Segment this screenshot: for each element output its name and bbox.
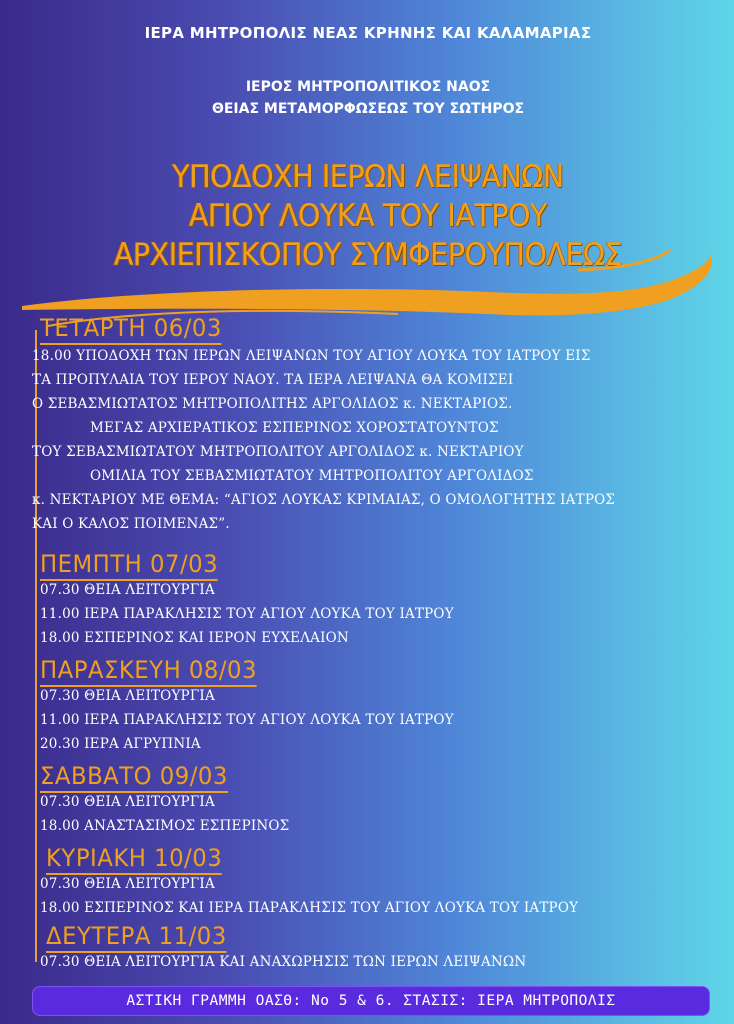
schedule-line: 11.00 ΙΕΡΑ ΠΑΡΑΚΛΗΣΙΣ ΤΟΥ ΑΓΙΟΥ ΛΟΥΚΑ ΤΟΥ ΙΑΤΡΟΥ bbox=[40, 606, 454, 622]
day-heading-wednesday: ΤΕΤΑΡΤΗ 06/03 bbox=[40, 314, 222, 345]
day-heading-thursday: ΠΕΜΠΤΗ 07/03 bbox=[40, 550, 218, 581]
schedule-line: 07.30 ΘΕΙΑ ΛΕΙΤΟΥΡΓΙΑ bbox=[40, 582, 215, 598]
day-lines-monday bbox=[18, 950, 526, 974]
day-lines-thursday bbox=[18, 578, 454, 650]
day-lines-sunday bbox=[18, 872, 578, 920]
schedule-line: 18.00 ΑΝΑΣΤΑΣΙΜΟΣ ΕΣΠΕΡΙΝΟΣ bbox=[40, 818, 290, 834]
schedule-line: 11.00 ΙΕΡΑ ΠΑΡΑΚΛΗΣΙΣ ΤΟΥ ΑΓΙΟΥ ΛΟΥΚΑ ΤΟΥ ΙΑΤΡΟΥ bbox=[40, 712, 454, 728]
church-title bbox=[18, 76, 718, 120]
day-heading-saturday: ΣΑΒΒΑΤΟ 09/03 bbox=[40, 762, 228, 793]
schedule-line: 18.00 ΕΣΠΕΡΙΝΟΣ ΚΑΙ ΙΕΡΑ ΠΑΡΑΚΛΗΣΙΣ ΤΟΥ ΑΓΙΟΥ ΛΟΥΚΑ ΤΟΥ ΙΑΤΡΟΥ bbox=[40, 900, 579, 916]
schedule-line: 07.30 ΘΕΙΑ ΛΕΙΤΟΥΡΓΙΑ bbox=[40, 688, 215, 704]
church-title-line2: ΘΕΙΑΣ ΜΕΤΑΜΟΡΦΩΣΕΩΣ ΤΟΥ ΣΩΤΗΡΟΣ bbox=[211, 101, 525, 117]
day-lines-wednesday bbox=[18, 344, 615, 536]
schedule-line: ΟΜΙΛΙΑ ΤΟΥ ΣΕΒΑΣΜΙΩΤΑΤΟΥ ΜΗΤΡΟΠΟΛΙΤΟΥ ΑΡΓΟΛΙΔΟΣ bbox=[90, 468, 534, 484]
event-title-line2: ΑΓΙΟΥ ΛΟΥΚΑ ΤΟΥ ΙΑΤΡΟΥ bbox=[188, 198, 548, 234]
day-lines-friday bbox=[18, 684, 454, 756]
event-title-line3: ΑΡΧΙΕΠΙΣΚΟΠΟΥ ΣΥΜΦΕΡΟΥΠΟΛΕΩΣ bbox=[113, 237, 623, 273]
schedule-line: 07.30 ΘΕΙΑ ΛΕΙΤΟΥΡΓΙΑ ΚΑΙ ΑΝΑΧΩΡΗΣΙΣ ΤΩΝ ΙΕΡΩΝ ΛΕΙΨΑΝΩΝ bbox=[40, 954, 527, 970]
church-title-line1: ΙΕΡΟΣ ΜΗΤΡΟΠΟΛΙΤΙΚΟΣ ΝΑΟΣ bbox=[245, 79, 491, 95]
day-heading-sunday: ΚΥΡΙΑΚΗ 10/03 bbox=[46, 844, 222, 875]
schedule-line: 18.00 ΕΣΠΕΡΙΝΟΣ ΚΑΙ ΙΕΡΟΝ ΕΥΧΕΛΑΙΟΝ bbox=[40, 630, 349, 646]
schedule-line: ΤΑ ΠΡΟΠΥΛΑΙΑ ΤΟΥ ΙΕΡΟΥ ΝΑΟΥ. ΤΑ ΙΕΡΑ ΛΕΙΨΑΝΑ ΘΑ ΚΟΜΙΣΕΙ bbox=[32, 372, 514, 388]
schedule-line: ΤΟΥ ΣΕΒΑΣΜΙΩΤΑΤΟΥ ΜΗΤΡΟΠΟΛΙΤΟΥ ΑΡΓΟΛΙΔΟΣ κ. ΝΕΚΤΑΡΙΟΥ bbox=[32, 444, 524, 460]
day-lines-saturday bbox=[18, 790, 289, 838]
event-title-line1: ΥΠΟΔΟΧΗ ΙΕΡΩΝ ΛΕΙΨΑΝΩΝ bbox=[172, 159, 564, 195]
day-heading-monday: ΔΕΥΤΕΡΑ 11/03 bbox=[46, 922, 227, 953]
schedule-line: κ. ΝΕΚΤΑΡΙΟΥ ΜΕ ΘΕΜΑ: “ΑΓΙΟΣ ΛΟΥΚΑΣ ΚΡΙΜΑΙΑΣ, Ο ΟΜΟΛΟΓΗΤΗΣ ΙΑΤΡΟΣ bbox=[32, 492, 616, 508]
schedule-line: ΚΑΙ Ο ΚΑΛΟΣ ΠΟΙΜΕΝΑΣ”. bbox=[32, 516, 230, 532]
schedule-line: 07.30 ΘΕΙΑ ΛΕΙΤΟΥΡΓΙΑ bbox=[40, 876, 215, 892]
metropolis-title: ΙΕΡΑ ΜΗΤΡΟΠΟΛΙΣ ΝΕΑΣ ΚΡΗΝΗΣ ΚΑΙ ΚΑΛΑΜΑΡΙΑΣ bbox=[144, 24, 592, 42]
day-heading-friday: ΠΑΡΑΣΚΕΥΗ 08/03 bbox=[40, 656, 257, 687]
schedule-line: Ο ΣΕΒΑΣΜΙΩΤΑΤΟΣ ΜΗΤΡΟΠΟΛΙΤΗΣ ΑΡΓΟΛΙΔΟΣ κ. ΝΕΚΤΑΡΙΟΣ. bbox=[32, 396, 513, 412]
schedule-line: 18.00 ΥΠΟΔΟΧΗ ΤΩΝ ΙΕΡΩΝ ΛΕΙΨΑΝΩΝ ΤΟΥ ΑΓΙΟΥ ΛΟΥΚΑ ΤΟΥ ΙΑΤΡΟΥ ΕΙΣ bbox=[32, 348, 591, 364]
poster bbox=[18, 12, 718, 1018]
schedule-line: 20.30 ΙΕΡΑ ΑΓΡΥΠΝΙΑ bbox=[40, 736, 201, 752]
schedule-line: ΜΕΓΑΣ ΑΡΧΙΕΡΑΤΙΚΟΣ ΕΣΠΕΡΙΝΟΣ ΧΟΡΟΣΤΑΤΟΥΝΤΟΣ bbox=[90, 420, 499, 436]
schedule-line: 07.30 ΘΕΙΑ ΛΕΙΤΟΥΡΓΙΑ bbox=[40, 794, 215, 810]
bus-route-footer: ΑΣΤΙΚΗ ΓΡΑΜΜΗ ΟΑΣΘ: Νο 5 & 6. ΣΤΑΣΙΣ: ΙΕΡΑ ΜΗΤΡΟΠΟΛΙΣ bbox=[32, 986, 710, 1016]
